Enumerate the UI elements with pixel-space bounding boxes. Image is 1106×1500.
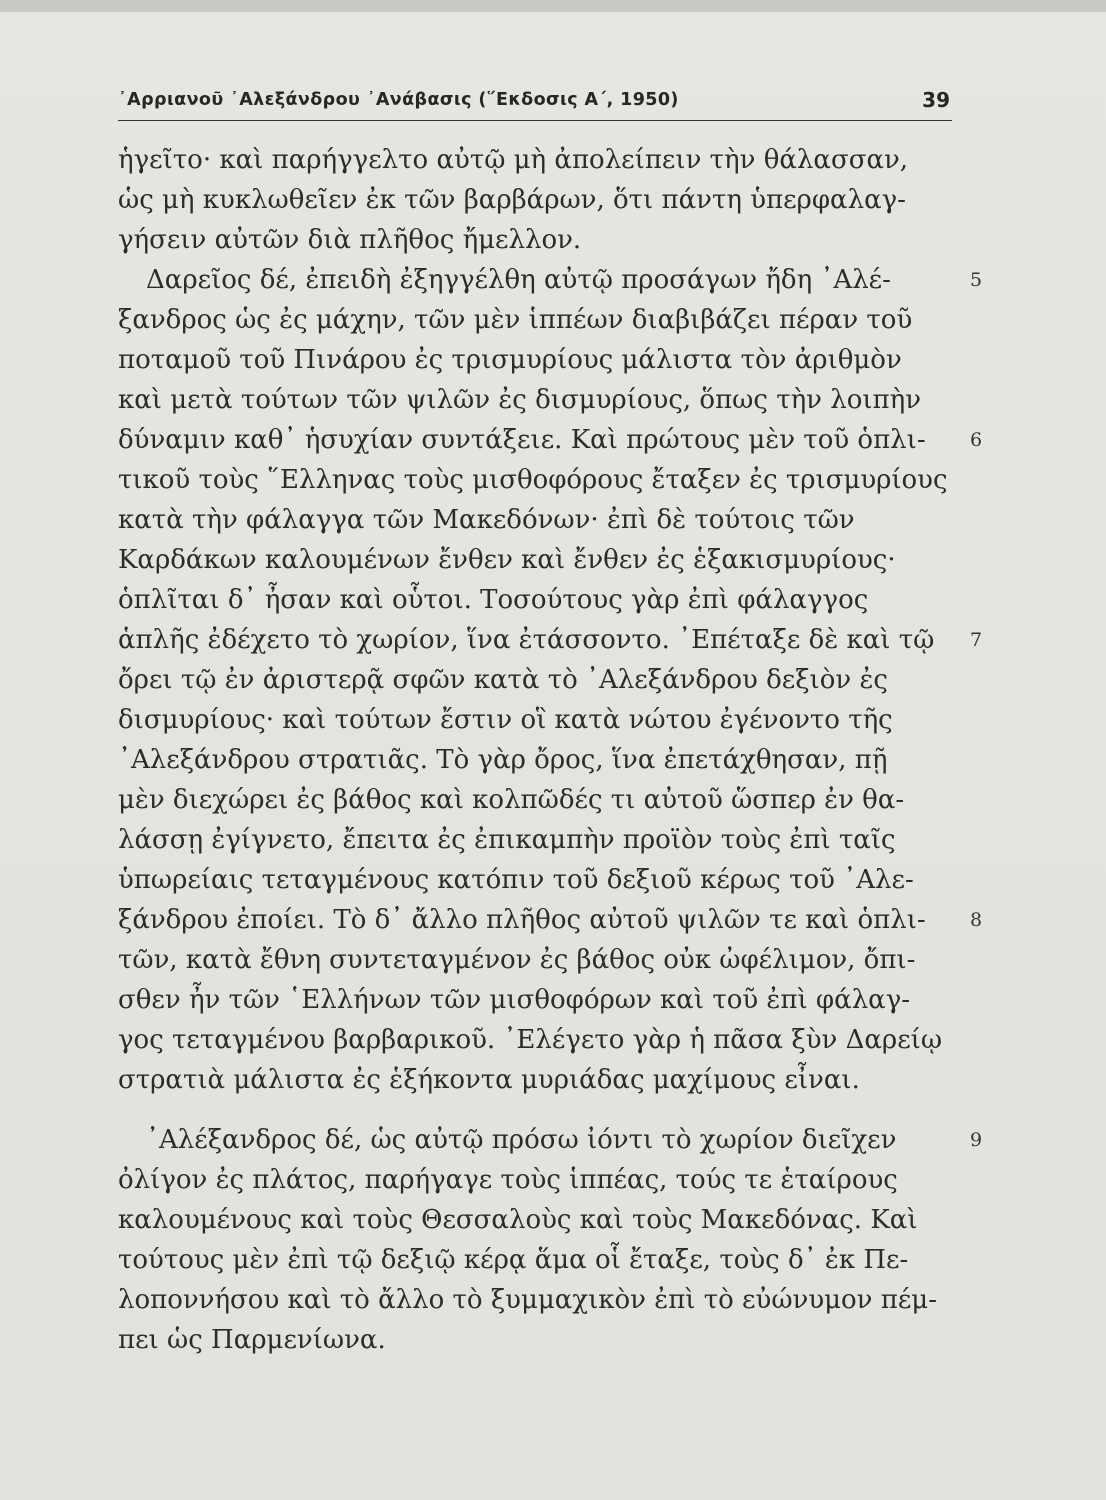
text-line: ξάνδρου ἐποίει. Τὸ δ᾿ ἄλλο πλῆθος αὐτοῦ ψιλῶν τε καὶ ὁπλι-	[118, 905, 926, 935]
text-line: τῶν, κατὰ ἔθνη συντεταγμένον ἐς βάθος οὐκ ὠφέλιμον, ὄπι-	[118, 945, 916, 975]
margin-number-6: 6	[970, 429, 983, 451]
text-line: ὄρει τῷ ἐν ἀριστερᾷ σφῶν κατὰ τὸ ᾿Αλεξάνδρου δεξιὸν ἐς	[118, 665, 888, 695]
running-header	[118, 88, 952, 121]
text-line: στρατιὰ μάλιστα ἐς ἑξήκοντα μυριάδας μαχίμους εἶναι.	[118, 1065, 860, 1095]
text-line: ὡς μὴ κυκλωθεῖεν ἐκ τῶν βαρβάρων, ὅτι πάντη ὑπερφαλαγ-	[118, 185, 906, 215]
text-line: κατὰ τὴν φάλαγγα τῶν Μακεδόνων· ἐπὶ δὲ τούτοις τῶν	[118, 505, 855, 535]
text-line: σθεν ἦν τῶν ῾Ελλήνων τῶν μισθοφόρων καὶ τοῦ ἐπὶ φάλαγ-	[118, 985, 911, 1015]
text-line: ᾿Αλέξανδρος δέ, ὡς αὐτῷ πρόσω ἰόντι τὸ χωρίον διεῖχεν	[146, 1125, 897, 1155]
text-line: Δαρεῖος δέ, ἐπειδὴ ἐξηγγέλθη αὐτῷ προσάγων ἤδη ᾿Αλέ-	[146, 265, 891, 295]
text-line: πει ὡς Παρμενίωνα.	[118, 1325, 386, 1355]
scan-top-edge	[0, 0, 1106, 12]
text-line: ποταμοῦ τοῦ Πινάρου ἐς τρισμυρίους μάλιστα τὸν ἀριθμὸν	[118, 345, 902, 375]
text-line: ὁπλῖται δ᾿ ἦσαν καὶ οὗτοι. Τοσούτους γὰρ ἐπὶ φάλαγγος	[118, 585, 869, 615]
text-line: τικοῦ τοὺς ῞Ελληνας τοὺς μισθοφόρους ἔταξεν ἐς τρισμυρίους	[118, 465, 948, 495]
text-line: καὶ μετὰ τούτων τῶν ψιλῶν ἐς δισμυρίους, ὅπως τὴν λοιπὴν	[118, 385, 922, 415]
margin-number-9: 9	[970, 1129, 983, 1151]
text-line: ὀλίγον ἐς πλάτος, παρήγαγε τοὺς ἱππέας, τούς τε ἑταίρους	[118, 1165, 898, 1195]
text-line: λοποννήσου καὶ τὸ ἄλλο τὸ ξυμμαχικὸν ἐπὶ τὸ εὐώνυμον πέμ-	[118, 1285, 937, 1315]
margin-number-5: 5	[970, 269, 983, 291]
text-line: ᾿Αλεξάνδρου στρατιᾶς. Τὸ γὰρ ὄρος, ἵνα ἐπετάχθησαν, πῇ	[118, 745, 888, 775]
text-line: ξανδρος ὡς ἐς μάχην, τῶν μὲν ἱππέων διαβιβάζει πέραν τοῦ	[118, 305, 913, 335]
margin-number-8: 8	[970, 909, 983, 931]
text-line: δισμυρίους· καὶ τούτων ἔστιν οἳ κατὰ νώτου ἐγένοντο τῆς	[118, 705, 893, 735]
text-line: λάσσῃ ἐγίγνετο, ἔπειτα ἐς ἐπικαμπὴν προϊὸν τοὺς ἐπὶ ταῖς	[118, 825, 896, 855]
margin-number-7: 7	[970, 629, 983, 651]
page-number: 39	[922, 88, 950, 112]
text-line: γήσειν αὐτῶν διὰ πλῆθος ἤμελλον.	[118, 225, 582, 255]
text-line: Καρδάκων καλουμένων ἔνθεν καὶ ἔνθεν ἐς ἑξακισμυρίους·	[118, 545, 896, 575]
text-line: γος τεταγμένου βαρβαρικοῦ. ᾿Ελέγετο γὰρ ἡ πᾶσα ξὺν Δαρείῳ	[118, 1025, 943, 1055]
text-line: καλουμένους καὶ τοὺς Θεσσαλοὺς καὶ τοὺς Μακεδόνας. Καὶ	[118, 1205, 918, 1235]
text-line: ὑπωρείαις τεταγμένους κατόπιν τοῦ δεξιοῦ κέρως τοῦ ᾿Αλε-	[118, 865, 914, 895]
text-line: ἁπλῆς ἐδέχετο τὸ χωρίον, ἵνα ἐτάσσοντο. ᾿Επέταξε δὲ καὶ τῷ	[118, 625, 935, 655]
running-title: ᾿Αρριανοῦ ᾿Αλεξάνδρου ᾿Ανάβασις (῞Εκδοσις Α΄, 1950)	[118, 90, 679, 110]
text-line: ἡγεῖτο· καὶ παρήγγελτο αὐτῷ μὴ ἀπολείπειν τὴν θάλασσαν,	[118, 145, 909, 175]
text-line: τούτους μὲν ἐπὶ τῷ δεξιῷ κέρᾳ ἅμα οἷ ἔταξε, τοὺς δ᾿ ἐκ Πε-	[118, 1245, 909, 1275]
text-line: μὲν διεχώρει ἐς βάθος καὶ κολπῶδές τι αὐτοῦ ὥσπερ ἐν θα-	[118, 785, 905, 815]
text-line: δύναμιν καθ᾿ ἡσυχίαν συντάξειε. Καὶ πρώτους μὲν τοῦ ὁπλι-	[118, 425, 926, 455]
